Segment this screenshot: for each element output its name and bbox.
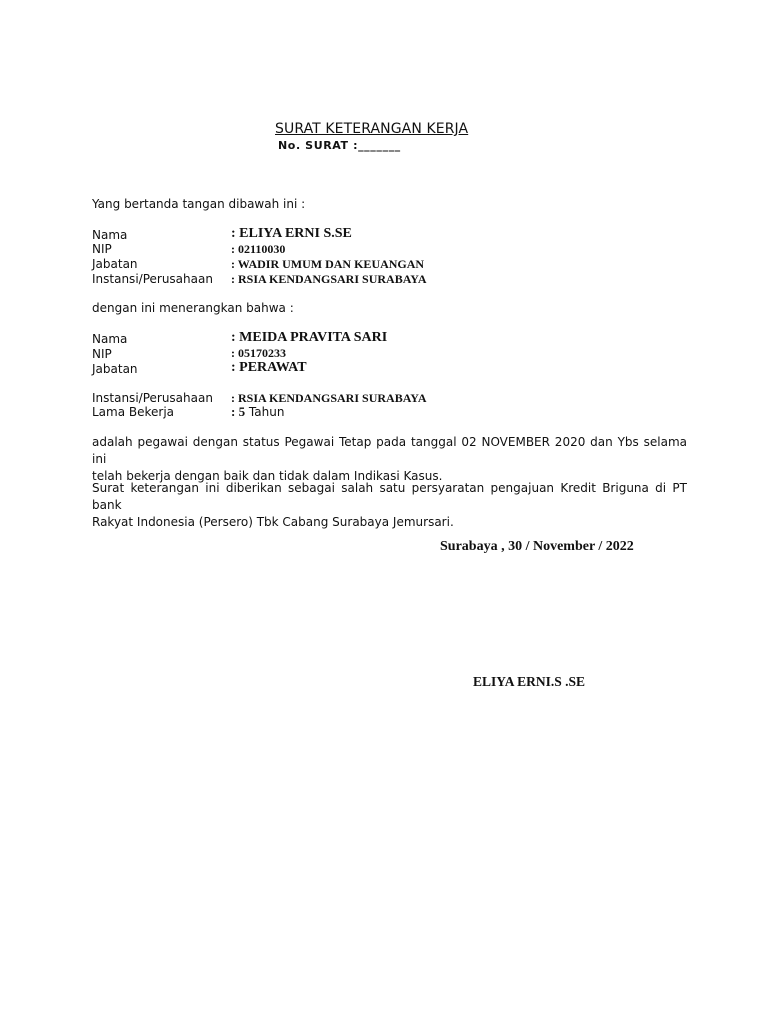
- signatory-name-value: : ELIYA ERNI S.SE: [231, 226, 352, 241]
- status-paragraph-line-1: adalah pegawai dengan status Pegawai Tetap pada tanggal 02 NOVEMBER 2020 dan Ybs selama ini: [92, 435, 687, 466]
- purpose-paragraph-line-2: Rakyat Indonesia (Persero) Tbk Cabang Surabaya Jemursari.: [92, 515, 454, 529]
- employee-name-label: Nama: [92, 332, 128, 346]
- tenure-unit: Tahun: [245, 405, 285, 419]
- signatory-nip-label: NIP: [92, 242, 112, 256]
- employee-nip-label: NIP: [92, 347, 112, 361]
- employee-institution-label: Instansi/Perusahaan: [92, 391, 213, 405]
- status-paragraph-line-2: telah bekerja dengan baik dan tidak dalam Indikasi Kasus.: [92, 469, 443, 483]
- status-paragraph: [92, 434, 687, 485]
- statement-text: dengan ini menerangkan bahwa :: [92, 301, 294, 315]
- intro-text: Yang bertanda tangan dibawah ini :: [92, 197, 306, 211]
- signatory-name-label: Nama: [92, 228, 128, 242]
- purpose-paragraph-line-1: Surat keterangan ini diberikan sebagai salah satu persyaratan pengajuan Kredit Briguna di PT bank: [92, 481, 687, 512]
- employee-position-label: Jabatan: [92, 362, 138, 376]
- signatory-nip-value: : 02110030: [231, 242, 286, 256]
- signatory-position-value: : WADIR UMUM DAN KEUANGAN: [231, 257, 425, 271]
- employee-institution-value: : RSIA KENDANGSARI SURABAYA: [231, 391, 427, 405]
- purpose-paragraph: [92, 480, 687, 531]
- employee-nip-value: : 05170233: [231, 346, 286, 360]
- employee-tenure-value: [231, 404, 284, 420]
- employee-position-value: : PERAWAT: [231, 360, 307, 375]
- tenure-number: 5: [238, 404, 246, 419]
- letter-number: No. SURAT :_______: [278, 139, 401, 152]
- signatory-institution-value: : RSIA KENDANGSARI SURABAYA: [231, 272, 427, 286]
- signatory-position-label: Jabatan: [92, 257, 138, 271]
- place-date: Surabaya , 30 / November / 2022: [440, 539, 634, 554]
- signer-name: ELIYA ERNI.S .SE: [473, 674, 586, 689]
- tenure-prefix: :: [231, 404, 239, 419]
- employee-tenure-label: Lama Bekerja: [92, 405, 175, 419]
- employee-name-value: : MEIDA PRAVITA SARI: [231, 330, 388, 345]
- signatory-institution-label: Instansi/Perusahaan: [92, 272, 213, 286]
- document-title: SURAT KETERANGAN KERJA: [275, 121, 469, 137]
